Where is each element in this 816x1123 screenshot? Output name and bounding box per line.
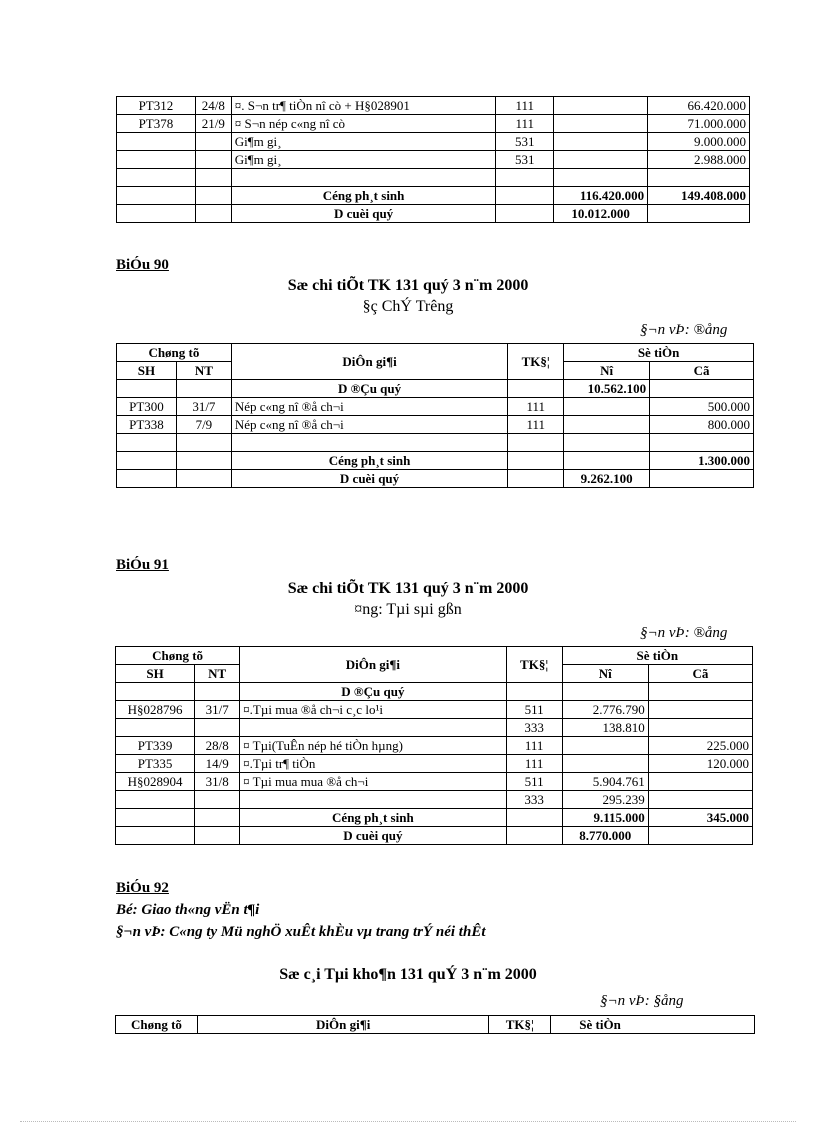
cell-nt — [195, 827, 240, 845]
cell-nt — [195, 133, 231, 151]
cell-co — [648, 701, 752, 719]
opening-balance-row — [117, 380, 754, 398]
cell-nt: 7/9 — [176, 416, 231, 434]
cell-nt: 28/8 — [195, 737, 240, 755]
cell-sh: PT335 — [116, 755, 195, 773]
summary-label: D ®Çu quý — [240, 683, 506, 701]
cell-sh: PT339 — [116, 737, 195, 755]
summary-label: Céng ph¸t sinh — [231, 187, 496, 205]
cell-tkdu — [496, 205, 554, 223]
cell-tkdu: 333 — [506, 719, 562, 737]
header-dien-giai: DiÔn gi¶i — [240, 647, 506, 683]
section-label: BiÓu 91 — [116, 557, 169, 573]
cell-sh — [117, 169, 196, 187]
cell-nt: 31/7 — [176, 398, 231, 416]
table-row — [117, 115, 750, 133]
ministry-line: Bé: Giao th«ng vËn t¶i — [116, 902, 260, 918]
cell-dien-giai: ¤ S¬n nép c«ng nî cò — [231, 115, 496, 133]
summary-label: Céng ph¸t sinh — [231, 452, 507, 470]
cell-nt — [195, 205, 231, 223]
cell-no: 5.904.761 — [562, 773, 648, 791]
summary-label: D cuèi quý — [231, 470, 507, 488]
cell-sh: PT312 — [117, 97, 196, 115]
header-no: Nî — [564, 362, 650, 380]
cell-no — [554, 97, 648, 115]
cell-co: 225.000 — [648, 737, 752, 755]
cell-co: 9.000.000 — [648, 133, 750, 151]
ledger-table-91 — [115, 646, 753, 845]
header-nt: NT — [176, 362, 231, 380]
cell-dien-giai: ¤ Tµi mua mua ®å ch¬i — [240, 773, 506, 791]
cell-no — [554, 133, 648, 151]
cell-co — [648, 827, 752, 845]
cell-nt — [195, 169, 231, 187]
cell-sh — [117, 452, 177, 470]
header-no: Nî — [562, 665, 648, 683]
table-row — [117, 169, 750, 187]
table-row — [117, 416, 754, 434]
table-row — [117, 434, 754, 452]
cell-co: 66.420.000 — [648, 97, 750, 115]
ledger-title: Sæ chi tiÕt TK 131 quý 3 n¨m 2000 — [287, 277, 529, 294]
cell-tkdu: 111 — [506, 755, 562, 773]
page-bottom-rule — [20, 1121, 796, 1122]
cell-co — [648, 683, 752, 701]
cell-no — [564, 452, 650, 470]
cell-tkdu — [508, 452, 564, 470]
table-row — [117, 398, 754, 416]
summary-label: D ®Çu quý — [231, 380, 507, 398]
currency-unit: §¬n vÞ: §ång — [600, 993, 684, 1009]
cell-no — [564, 398, 650, 416]
cell-tkdu — [508, 470, 564, 488]
cell-co: 2.988.000 — [648, 151, 750, 169]
cell-dien-giai — [231, 169, 496, 187]
cell-sh — [116, 809, 195, 827]
cell-sh — [116, 827, 195, 845]
header-dien-giai: DiÔn gi¶i — [197, 1016, 488, 1034]
cell-no: 9.115.000 — [562, 809, 648, 827]
cell-co — [648, 773, 752, 791]
cell-tkdu: 111 — [508, 398, 564, 416]
cell-dien-giai: ¤. S¬n tr¶ tiÒn nî cò + H§028901 — [231, 97, 496, 115]
cell-nt — [195, 791, 240, 809]
cell-nt: 24/8 — [195, 97, 231, 115]
cell-co: 149.408.000 — [648, 187, 750, 205]
cell-no: 295.239 — [562, 791, 648, 809]
table-row — [116, 701, 753, 719]
cell-tkdu — [496, 187, 554, 205]
cell-nt: 31/8 — [195, 773, 240, 791]
cell-tkdu: 511 — [506, 773, 562, 791]
cell-no: 10.012.000 — [554, 205, 648, 223]
ledger-table-90 — [116, 343, 754, 488]
cell-sh — [117, 470, 177, 488]
cell-nt: 14/9 — [195, 755, 240, 773]
cell-sh — [116, 683, 195, 701]
summary-label: D cuèi quý — [240, 827, 506, 845]
header-tkdu: TK§¦ — [508, 344, 564, 380]
cell-dien-giai: ¤ Tµi(TuÊn nép hé tiÒn hµng) — [240, 737, 506, 755]
cell-nt — [195, 151, 231, 169]
cell-nt: 21/9 — [195, 115, 231, 133]
cell-tkdu — [506, 827, 562, 845]
ledger-title: Sæ chi tiÕt TK 131 quý 3 n¨m 2000 — [287, 580, 529, 597]
header-tkdu: TK§¦ — [506, 647, 562, 683]
header-co: Cã — [648, 665, 752, 683]
cell-sh: PT378 — [117, 115, 196, 133]
cell-no: 10.562.100 — [564, 380, 650, 398]
header-chung-tu: Chøng tõ — [116, 1016, 198, 1034]
cell-tkdu — [506, 683, 562, 701]
cell-no — [562, 683, 648, 701]
cell-co: 345.000 — [648, 809, 752, 827]
cell-nt — [195, 719, 240, 737]
cell-tkdu: 531 — [496, 151, 554, 169]
cell-sh: H§028904 — [116, 773, 195, 791]
opening-balance-row — [116, 683, 753, 701]
cell-no: 2.776.790 — [562, 701, 648, 719]
header-dien-giai: DiÔn gi¶i — [231, 344, 507, 380]
table-row — [116, 773, 753, 791]
summary-label: D cuèi quý — [231, 205, 496, 223]
table-row — [116, 719, 753, 737]
cell-dien-giai — [240, 719, 506, 737]
cell-dien-giai — [231, 434, 507, 452]
cell-sh — [117, 434, 177, 452]
cell-dien-giai: ¤.Tµi mua ®å ch¬i c¸c lo¹i — [240, 701, 506, 719]
total-row — [117, 187, 750, 205]
total-row — [116, 809, 753, 827]
cell-nt — [176, 452, 231, 470]
header-nt: NT — [195, 665, 240, 683]
cell-nt — [195, 683, 240, 701]
currency-unit: §¬n vÞ: ®ång — [640, 322, 728, 338]
customer-name: §ç ChÝ Trêng — [362, 298, 454, 315]
header-sh: SH — [116, 665, 195, 683]
cell-no — [554, 169, 648, 187]
cell-co — [650, 380, 754, 398]
cell-no — [564, 434, 650, 452]
cell-sh — [117, 133, 196, 151]
cell-nt — [195, 809, 240, 827]
cell-co — [648, 169, 750, 187]
summary-label: Céng ph¸t sinh — [240, 809, 506, 827]
closing-balance-row — [117, 470, 754, 488]
organization-line: §¬n vÞ: C«ng ty Mü nghÖ xuÊt khÈu vµ trang trÝ néi thÊt — [116, 924, 486, 940]
cell-co: 500.000 — [650, 398, 754, 416]
cell-co — [648, 719, 752, 737]
cell-co: 1.300.000 — [650, 452, 754, 470]
currency-unit: §¬n vÞ: ®ång — [640, 625, 728, 641]
customer-name: ¤ng: Tµi sµi gßn — [354, 601, 462, 618]
header-chung-tu: Chøng tõ — [116, 647, 240, 665]
cell-sh: H§028796 — [116, 701, 195, 719]
cell-nt — [176, 470, 231, 488]
cell-tkdu: 511 — [506, 701, 562, 719]
cell-dien-giai: ¤.Tµi tr¶ tiÒn — [240, 755, 506, 773]
cell-sh — [116, 791, 195, 809]
closing-balance-row — [117, 205, 750, 223]
general-ledger-header — [115, 1015, 755, 1034]
cell-sh: PT338 — [117, 416, 177, 434]
cell-tkdu — [508, 380, 564, 398]
table-row — [116, 791, 753, 809]
cell-co — [650, 434, 754, 452]
cell-no: 9.262.100 — [564, 470, 650, 488]
cell-co: 120.000 — [648, 755, 752, 773]
cell-no — [562, 755, 648, 773]
table-row — [117, 97, 750, 115]
header-so-tien: Sè tiÒn — [562, 647, 752, 665]
table-row — [116, 755, 753, 773]
cell-co — [650, 470, 754, 488]
cell-tkdu — [508, 434, 564, 452]
cell-tkdu: 111 — [508, 416, 564, 434]
cell-co — [648, 791, 752, 809]
cell-no — [562, 737, 648, 755]
cell-no — [554, 151, 648, 169]
cell-dien-giai: Gi¶m gi¸ — [231, 133, 496, 151]
cell-sh — [117, 187, 196, 205]
cell-tkdu: 111 — [506, 737, 562, 755]
header-sh: SH — [117, 362, 177, 380]
cell-dien-giai: Nép c«ng nî ®å ch¬i — [231, 416, 507, 434]
cell-tkdu: 111 — [496, 97, 554, 115]
closing-balance-row — [116, 827, 753, 845]
cell-co — [648, 205, 750, 223]
cell-tkdu: 333 — [506, 791, 562, 809]
table-row — [116, 737, 753, 755]
cell-co: 800.000 — [650, 416, 754, 434]
cell-sh: PT300 — [117, 398, 177, 416]
cell-sh — [117, 380, 177, 398]
header-so-tien: Sè tiÒn — [551, 1016, 755, 1034]
cell-no: 8.770.000 — [562, 827, 648, 845]
cell-nt — [176, 380, 231, 398]
cell-nt — [176, 434, 231, 452]
cell-no: 116.420.000 — [554, 187, 648, 205]
header-co: Cã — [650, 362, 754, 380]
cell-tkdu: 111 — [496, 115, 554, 133]
header-so-tien: Sè tiÒn — [564, 344, 754, 362]
cell-sh — [117, 205, 196, 223]
cell-tkdu: 531 — [496, 133, 554, 151]
section-label: BiÓu 90 — [116, 257, 169, 273]
ledger-title: Sæ c¸i Tµi kho¶n 131 quÝ 3 n¨m 2000 — [279, 966, 537, 983]
cell-sh — [117, 151, 196, 169]
cell-no — [554, 115, 648, 133]
cell-sh — [116, 719, 195, 737]
ledger-continuation-table — [116, 96, 750, 223]
table-row — [117, 151, 750, 169]
header-chung-tu: Chøng tõ — [117, 344, 232, 362]
cell-tkdu — [506, 809, 562, 827]
cell-no — [564, 416, 650, 434]
cell-nt: 31/7 — [195, 701, 240, 719]
cell-dien-giai — [240, 791, 506, 809]
cell-no: 138.810 — [562, 719, 648, 737]
cell-dien-giai: Gi¶m gi¸ — [231, 151, 496, 169]
cell-tkdu — [496, 169, 554, 187]
total-row — [117, 452, 754, 470]
cell-nt — [195, 187, 231, 205]
cell-co: 71.000.000 — [648, 115, 750, 133]
section-label: BiÓu 92 — [116, 880, 169, 896]
table-row — [117, 133, 750, 151]
cell-dien-giai: Nép c«ng nî ®å ch¬i — [231, 398, 507, 416]
header-tkdu: TK§¦ — [489, 1016, 551, 1034]
